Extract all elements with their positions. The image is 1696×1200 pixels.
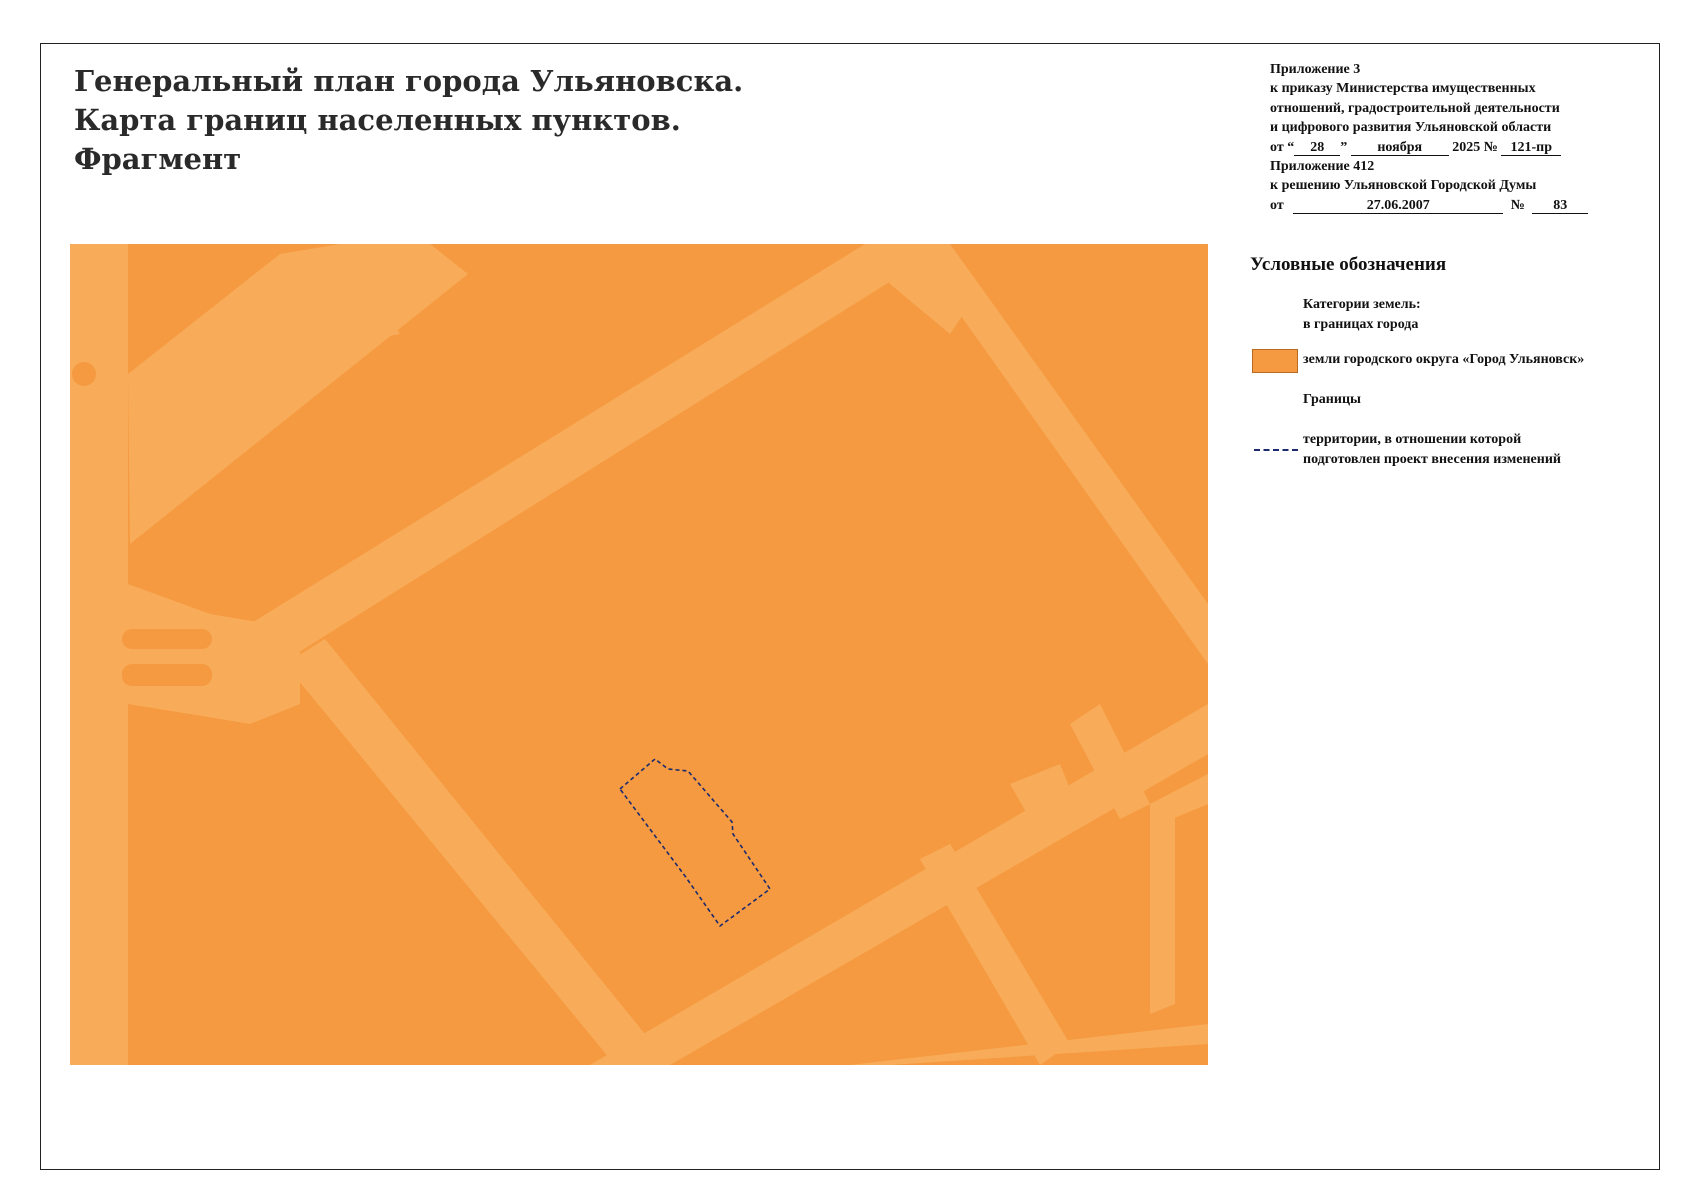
appendix-3-date-line	[1270, 138, 1588, 157]
appendix-3-line-2: отношений, градостроительной деятельности	[1270, 100, 1560, 116]
title-line-1: Генеральный план города Ульяновска.	[74, 64, 744, 98]
title-line-2: Карта границ населенных пунктов.	[74, 103, 681, 137]
legend-territory-line-1: территории, в отношении которой	[1303, 432, 1522, 447]
appendix-412-date-line	[1270, 196, 1588, 215]
legend-territory	[1303, 430, 1561, 469]
legend-title: Условные обозначения	[1250, 254, 1447, 275]
land-swatch-icon	[1252, 349, 1298, 373]
dashed-boundary-icon	[1254, 449, 1298, 451]
legend	[1250, 254, 1585, 467]
appendix-block	[1270, 60, 1588, 215]
legend-categories	[1303, 295, 1421, 334]
quote-close: ”	[1340, 139, 1348, 155]
map-fragment	[70, 244, 1208, 1065]
title-line-3: Фрагмент	[74, 142, 242, 176]
order-day: 28	[1294, 140, 1340, 156]
from-label-2: от	[1270, 197, 1284, 213]
appendix-3-line-1: к приказу Министерства имущественных	[1270, 81, 1536, 97]
no-label: №	[1510, 197, 1525, 213]
legend-borders-heading: Границы	[1303, 392, 1361, 407]
decision-number: 83	[1532, 198, 1588, 214]
legend-categories-line-2: в границах города	[1303, 316, 1419, 332]
legend-territory-line-2: подготовлен проект внесения изменений	[1303, 451, 1561, 467]
order-month: ноября	[1351, 140, 1449, 156]
appendix-3-title: Приложение 3	[1270, 62, 1361, 77]
appendix-3-line-3: и цифрового развития Ульяновской области	[1270, 120, 1552, 136]
order-number: 121-пр	[1501, 140, 1561, 156]
decision-date: 27.06.2007	[1293, 198, 1503, 214]
order-year-no: 2025 №	[1452, 139, 1498, 155]
appendix-412-title: Приложение 412	[1270, 159, 1375, 175]
map-svg	[70, 244, 1208, 1065]
legend-land-item: земли городского округа «Город Ульяновск»	[1303, 352, 1585, 367]
map-title	[74, 62, 743, 179]
legend-categories-line-1: Категории земель:	[1303, 297, 1421, 312]
from-label: от “	[1270, 139, 1295, 155]
appendix-412-line-1: к решению Ульяновской Городской Думы	[1270, 178, 1537, 194]
